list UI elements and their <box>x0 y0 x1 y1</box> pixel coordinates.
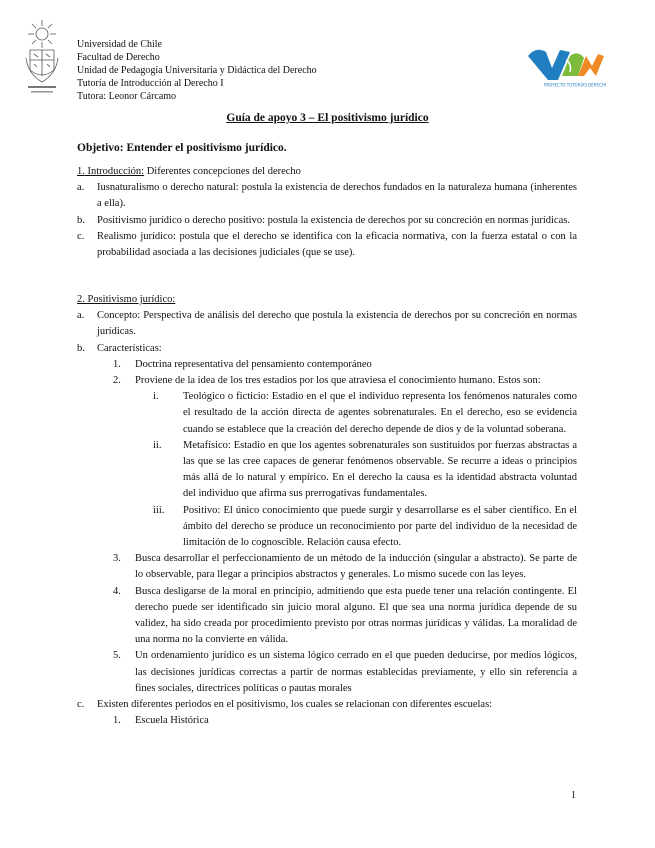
page-number: 1 <box>571 790 576 801</box>
list-item <box>77 584 577 649</box>
list-item-concepto <box>77 308 577 340</box>
list-item-text: Concepto: Perspectiva de análisis del derecho que postula la existencia de derechos por su concreción en normas jurídicas. <box>97 310 577 338</box>
universidad-de-chile-seal-icon <box>24 18 60 100</box>
list-marker: b. <box>77 342 85 354</box>
list-marker: 1. <box>113 358 121 370</box>
list-item <box>77 213 577 229</box>
list-item-text: Busca desligarse de la moral en principio, admitiendo que esta puede tener una relación contingente. El derecho puede ser identificado sin juicio moral alguno. El que sea una norma jurídica depende de su validez, ha sido creada por procedimiento previsto por otras normas jurídicas y válidas. La moralidad de una norma no la convierte en válida. <box>135 585 577 646</box>
section-2-heading <box>77 292 577 308</box>
document-title: Guía de apoyo 3 – El positivismo jurídico <box>226 112 429 124</box>
stage-item <box>77 503 577 552</box>
objective: Objetivo: Entender el positivismo jurídico. <box>77 142 287 154</box>
tutorias-logo-caption: PROYECTO TUTORÍAS DERECHO <box>543 82 606 88</box>
section-positivismo <box>77 292 577 729</box>
list-item-text: Teológico o ficticio: Estadio en el que el individuo representa los fenómenos naturales como el resultado de la acción directa de agentes sobrenaturales. En el derecho, eso se evidencia cuando se establece que la creación del derecho depende de dios y de la voluntad soberana. <box>183 391 577 435</box>
list-item-text: Un ordenamiento jurídico es un sistema lógico cerrado en el que pueden deducirse, por medios lógicos, las decisiones jurídicas correctas a partir de normas establecidas previamente, y ello sin referencia a fines sociales, directrices políticas o pautas morales <box>135 650 577 694</box>
section-1-heading <box>77 164 577 180</box>
list-item-text: Proviene de la idea de los tres estadios por los que atraviesa el conocimiento humano. Estos son: <box>135 375 541 387</box>
list-marker: c. <box>77 699 85 711</box>
section-1-heading-rest: Diferentes concepciones del derecho <box>144 166 301 177</box>
header-university: Universidad de Chile <box>77 39 162 50</box>
list-item <box>77 357 577 373</box>
list-marker: 5. <box>113 650 121 662</box>
list-marker: 1. <box>113 715 121 727</box>
list-marker: b. <box>77 214 85 226</box>
header-tutor: Tutora: Leonor Cárcamo <box>77 91 177 103</box>
list-marker: ii. <box>153 439 162 451</box>
header-course: Tutoría de Introducción al Derecho I <box>77 78 224 90</box>
list-item <box>77 229 577 261</box>
list-item-text: Existen diferentes periodos en el positivismo, los cuales se relacionan con diferentes escuelas: <box>97 699 493 711</box>
section-introduction <box>77 164 577 261</box>
list-item-text: Positivismo jurídico o derecho positivo: postula la existencia de derechos por su concreción en normas jurídicas. <box>97 214 570 226</box>
list-item-text: Iusnaturalismo o derecho natural: postula la existencia de derechos fundados en la naturaleza humana (inherentes a ella). <box>97 182 577 210</box>
list-item-caracteristicas <box>77 341 577 357</box>
list-marker: c. <box>77 230 85 242</box>
list-marker: 2. <box>113 375 121 387</box>
institution-header <box>77 38 317 103</box>
stage-item <box>77 389 577 438</box>
list-item-text: Escuela Histórica <box>135 715 209 727</box>
list-item <box>77 180 577 212</box>
tutorias-logo-icon <box>526 42 606 90</box>
list-marker: a. <box>77 182 85 194</box>
list-marker: iii. <box>153 504 165 516</box>
list-item-text: Realismo jurídico: postula que el derecho se identifica con la eficacia normativa, con la fuerza estatal o con la probabilidad asociada a las decisiones judiciales (que se use). <box>97 230 577 259</box>
list-item <box>77 373 577 389</box>
list-marker: a. <box>77 310 85 322</box>
stage-item <box>77 438 577 503</box>
list-item <box>77 551 577 583</box>
list-item-text: Metafísico: Estadio en que los agentes sobrenaturales son sustituidos por fuerzas abstractas a las que se las cree capaces de generar fenómenos observable. Se recurre a ideas o principios más allá de lo natural y empírico. En el derecho la causa es la identidad abstracta voluntad del individuo que afirma sus prerrogativas fundamentales. <box>183 439 577 500</box>
list-item-text: Características: <box>97 342 162 354</box>
header-unit: Unidad de Pedagogía Universitaria y Didáctica del Derecho <box>77 65 317 77</box>
list-marker: 4. <box>113 585 121 597</box>
list-item-text: Busca desarrollar el perfeccionamiento de un método de la inducción (singular a abstracto). Se parte de lo observable, para llegar a principios abstractos y generales. Lo mismo sucede con las leyes. <box>135 553 577 581</box>
list-marker: i. <box>153 391 159 403</box>
section-1-heading-label: Introducción: <box>87 166 145 177</box>
list-item-text: Doctrina representativa del pensamiento contemporáneo <box>135 358 372 370</box>
list-marker: 3. <box>113 553 121 565</box>
list-item <box>77 648 577 697</box>
list-item <box>77 713 577 729</box>
section-2-heading-label: 2. Positivismo jurídico: <box>77 294 176 305</box>
list-item-periodos <box>77 697 577 713</box>
section-1-number: 1. <box>77 166 85 177</box>
list-item-text: Positivo: El único conocimiento que puede surgir y desarrollarse es el saber científico. En el ámbito del derecho se produce un reconocimiento por parte del individuo de la necesidad de limitación de lo cognoscible. Relación causa efecto. <box>183 504 577 549</box>
header-faculty: Facultad de Derecho <box>77 52 160 64</box>
